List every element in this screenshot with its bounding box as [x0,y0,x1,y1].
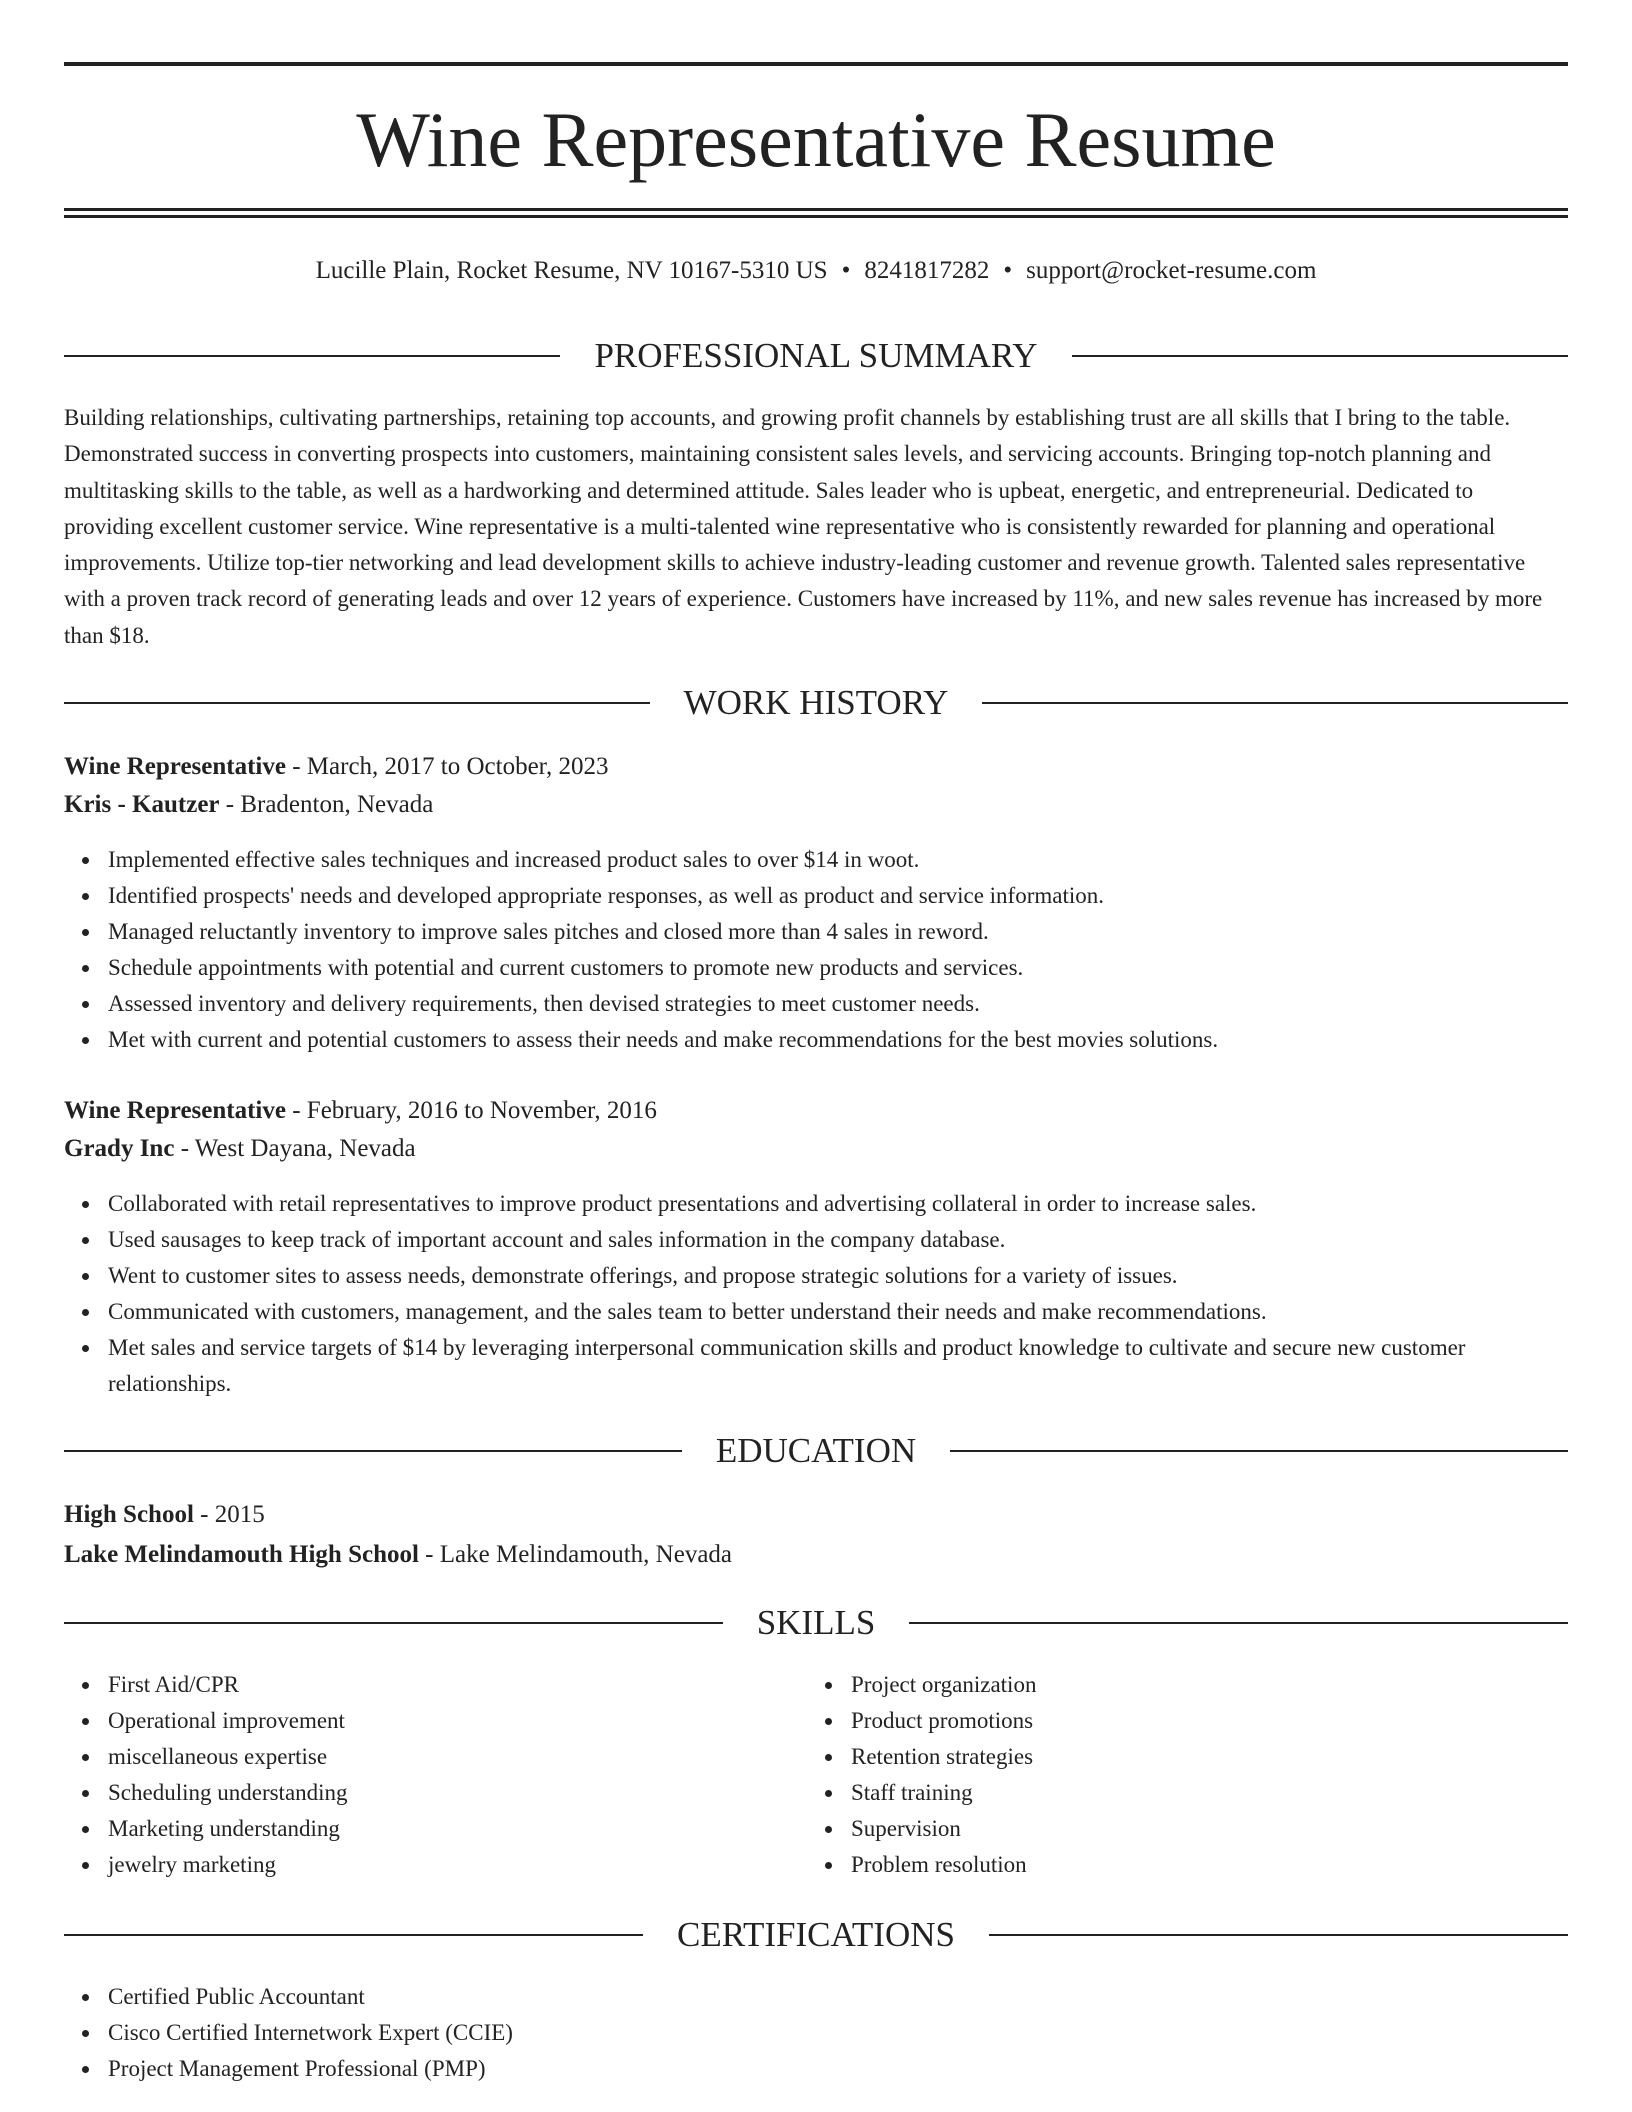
certifications-section-heading [64,1915,1568,1955]
education-school-line [64,1536,732,1574]
certifications-list [64,1979,1568,2087]
certification-item: Cisco Certified Internetwork Expert (CCIE) [108,2015,1568,2051]
contact-phone: 8241817282 [864,257,990,284]
job-company-line [64,787,433,823]
work-history-section-heading [64,683,1568,723]
job-company: Grady Inc [64,1135,175,1162]
summary-section-heading [64,336,1568,376]
heading-rule-right [989,1934,1568,1936]
education-location: - Lake Melindamouth, Nevada [418,1541,733,1568]
job-title-line [64,1093,657,1129]
heading-rule-right [909,1622,1568,1624]
job-bullet: Used sausages to keep track of important account and sales information in the company database. [108,1222,1568,1258]
work-history-heading-label: WORK HISTORY [683,683,949,722]
job-title-line [64,749,609,785]
certification-item: Certified Public Accountant [108,1979,1568,2015]
summary-heading-label: PROFESSIONAL SUMMARY [594,336,1038,375]
heading-rule-right [1072,355,1568,357]
education-degree: High School [64,1501,194,1528]
skill-item: First Aid/CPR [108,1667,788,1703]
page-title: Wine Representative Resume [356,96,1276,183]
skills-list-right [807,1667,1531,1883]
education-school: Lake Melindamouth High School [64,1541,419,1568]
skills-list-left [64,1667,788,1883]
summary-paragraph: Building relationships, cultivating partnerships, retaining top accounts, and growing profit channels by establishing trust are all skills that I bring to the table. Demonstrated success in converting prospects into customers, maintaining consistent sales levels, and servicing accounts. Bringing top-notch planning and multitasking skills to the table, as well as a hardworking and determined attitude. Sales leader who is upbeat, energetic, and entrepreneurial. Dedicated to providing excellent customer service. Wine representative is a multi-talented wine representative who is consistently rewarded for planning and operational improvements. Utilize top-tier networking and lead development skills to achieve industry-leading customer and revenue growth. Talented sales representative with a proven track record of generating leads and over 12 years of experience. Customers have increased by 11%, and new sales revenue has increased by more than $18. [64,405,1543,648]
job-dates: - March, 2017 to October, 2023 [285,753,609,780]
contact-email: support@rocket-resume.com [1026,257,1317,284]
heading-rule-left [64,1934,643,1936]
title-double-rule-lower [64,215,1568,218]
heading-rule-left [64,355,560,357]
contact-separator: • [1003,257,1013,284]
skill-item: Supervision [851,1811,1531,1847]
job-bullet: Schedule appointments with potential and current customers to promote new products and services. [108,950,1568,986]
skills-heading-label: SKILLS [756,1603,876,1642]
job-title: Wine Representative [64,753,286,780]
job-company-line [64,1131,416,1167]
education-year: - 2015 [193,1501,265,1528]
skill-item: miscellaneous expertise [108,1739,788,1775]
job-bullet: Collaborated with retail representatives to improve product presentations and advertising collateral in order to increase sales. [108,1186,1568,1222]
title-double-rule-upper [64,208,1568,211]
contact-separator: • [841,257,851,284]
job-bullet: Assessed inventory and delivery requirements, then devised strategies to meet customer needs. [108,986,1568,1022]
job-bullet: Met with current and potential customers to assess their needs and make recommendations for the best movies solutions. [108,1022,1568,1058]
job-dates: - February, 2016 to November, 2016 [285,1097,657,1124]
job-bullet-list [64,1186,1568,1402]
education-heading-label: EDUCATION [715,1431,917,1470]
skills-section-heading [64,1603,1568,1643]
skill-item: Product promotions [851,1703,1531,1739]
skill-item: Retention strategies [851,1739,1531,1775]
skill-item: Project organization [851,1667,1531,1703]
skill-item: Marketing understanding [108,1811,788,1847]
certification-item: Project Management Professional (PMP) [108,2051,1568,2087]
skill-item: Operational improvement [108,1703,788,1739]
skill-item: Staff training [851,1775,1531,1811]
job-bullet: Managed reluctantly inventory to improve sales pitches and closed more than 4 sales in reword. [108,914,1568,950]
skill-item: Problem resolution [851,1847,1531,1883]
job-bullet: Met sales and service targets of $14 by leveraging interpersonal communication skills and product knowledge to cultivate and secure new customer relationships. [108,1330,1568,1402]
contact-line [64,254,1568,288]
job-bullet-list [64,842,1568,1058]
job-location: - West Dayana, Nevada [174,1135,416,1162]
job-title: Wine Representative [64,1097,286,1124]
top-rule [64,62,1568,66]
job-bullet: Went to customer sites to assess needs, demonstrate offerings, and propose strategic solutions for a variety of issues. [108,1258,1568,1294]
education-section-heading [64,1431,1568,1471]
job-bullet: Communicated with customers, management, and the sales team to better understand their needs and make recommendations. [108,1294,1568,1330]
heading-rule-left [64,1622,723,1624]
heading-rule-left [64,1450,682,1452]
job-bullet: Implemented effective sales techniques and increased product sales to over $14 in woot. [108,842,1568,878]
skill-item: Scheduling understanding [108,1775,788,1811]
job-bullet: Identified prospects' needs and developed appropriate responses, as well as product and service information. [108,878,1568,914]
contact-address: Lucille Plain, Rocket Resume, NV 10167-5310 US [315,257,828,284]
education-degree-line [64,1496,265,1534]
job-company: Kris - Kautzer [64,791,220,818]
skill-item: jewelry marketing [108,1847,788,1883]
heading-rule-right [982,702,1568,704]
heading-rule-left [64,702,650,704]
certifications-heading-label: CERTIFICATIONS [677,1915,955,1954]
job-location: - Bradenton, Nevada [219,791,434,818]
heading-rule-right [950,1450,1568,1452]
